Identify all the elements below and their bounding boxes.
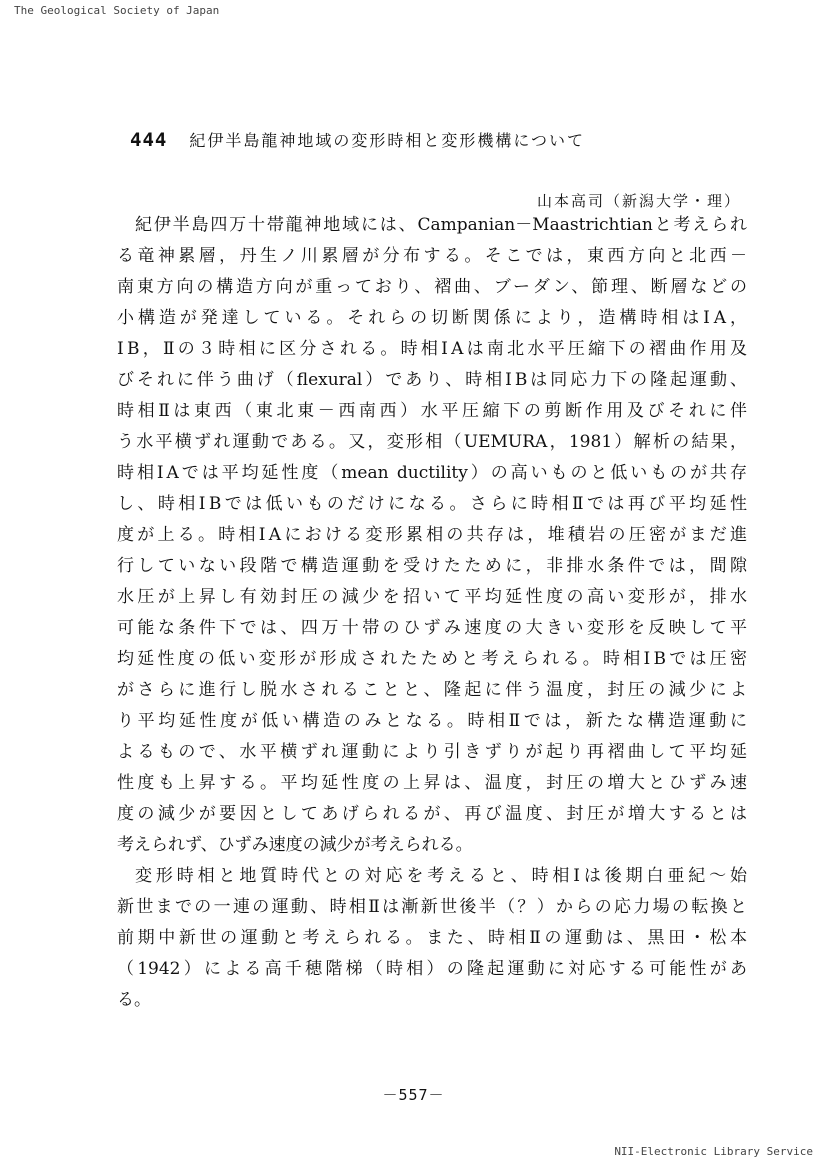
text-line: し、時相ⅠBでは低いものだけになる。さらに時相Ⅱでは再び平均延性 [117,494,747,514]
text-line: う水平横ずれ運動である。又，変形相（UEMURA，1981）解析の結果， [117,432,747,452]
abstract-body [117,210,747,1016]
page-number: －557－ [382,1086,445,1104]
text-line: 南東方向の構造方向が重っており、褶曲、ブーダン、節理、断層などの [117,277,747,297]
abstract-title: 紀伊半島龍神地域の変形時相と変形機構について [189,131,586,150]
abstract-title-row [130,128,585,151]
text-line: 度が上る。時相ⅠAにおける変形累相の共存は，堆積岩の圧密がまだ進 [117,525,747,545]
text-line: り平均延性度が低い構造のみとなる。時相Ⅱでは，新たな構造運動に [117,711,747,731]
abstract-number: 444 [130,129,168,151]
text-line: 前期中新世の運動と考えられる。また、時相Ⅱの運動は、黒田・松本 [117,928,747,948]
text-line: がさらに進行し脱水されることと、隆起に伴う温度，封圧の減少によ [117,680,747,700]
text-line: る竜神累層，丹生ノ川累層が分布する。そこでは，東西方向と北西－ [117,246,747,266]
library-service-footer: NII-Electronic Library Service [614,1145,813,1158]
text-line: 時相Ⅱは東西（東北東－西南西）水平圧縮下の剪断作用及びそれに伴 [117,401,747,421]
text-line: 考えられず、ひずみ速度の減少が考えられる。 [117,835,473,855]
text-line: （1942）による高千穂階梯（時相）の隆起運動に対応する可能性があ [117,959,747,979]
text-line: 新世までの一連の運動、時相Ⅱは漸新世後半（？）からの応力場の転換と [117,897,747,917]
text-line: 時相ⅠAでは平均延性度（mean ductility）の高いものと低いものが共存 [117,463,747,483]
text-line: 水圧が上昇し有効封圧の減少を招いて平均延性度の高い変形が，排水 [117,587,747,607]
text-line: 性度も上昇する。平均延性度の上昇は、温度，封圧の増大とひずみ速 [117,773,747,793]
text-line: 行していない段階で構造運動を受けたために，非排水条件では，間隙 [117,556,747,576]
author-affiliation: 山本高司（新潟大学・理） [536,192,741,210]
text-line: ⅠB，Ⅱの３時相に区分される。時相ⅠAは南北水平圧縮下の褶曲作用及 [117,339,747,359]
text-line: びそれに伴う曲げ（flexural）であり、時相ⅠBは同応力下の隆起運動、 [117,370,747,390]
text-line: よるもので、水平横ずれ運動により引きずりが起り再褶曲して平均延 [117,742,747,762]
text-line: 変形時相と地質時代との対応を考えると、時相Ⅰは後期白亜紀～始 [135,866,747,886]
text-line: 均延性度の低い変形が形成されたためと考えられる。時相ⅠBでは圧密 [117,649,747,669]
text-line: 紀伊半島四万十帯龍神地域には、Campanian－Maastrichtianと考えられ [135,215,747,235]
text-line: 可能な条件下では、四万十帯のひずみ速度の大きい変形を反映して平 [117,618,747,638]
society-header: The Geological Society of Japan [14,4,220,17]
text-line: る。 [117,990,151,1010]
text-line: 度の減少が要因としてあげられるが、再び温度、封圧が増大するとは [117,804,747,824]
text-line: 小構造が発達している。それらの切断関係により，造構時相はⅠA， [117,308,747,328]
